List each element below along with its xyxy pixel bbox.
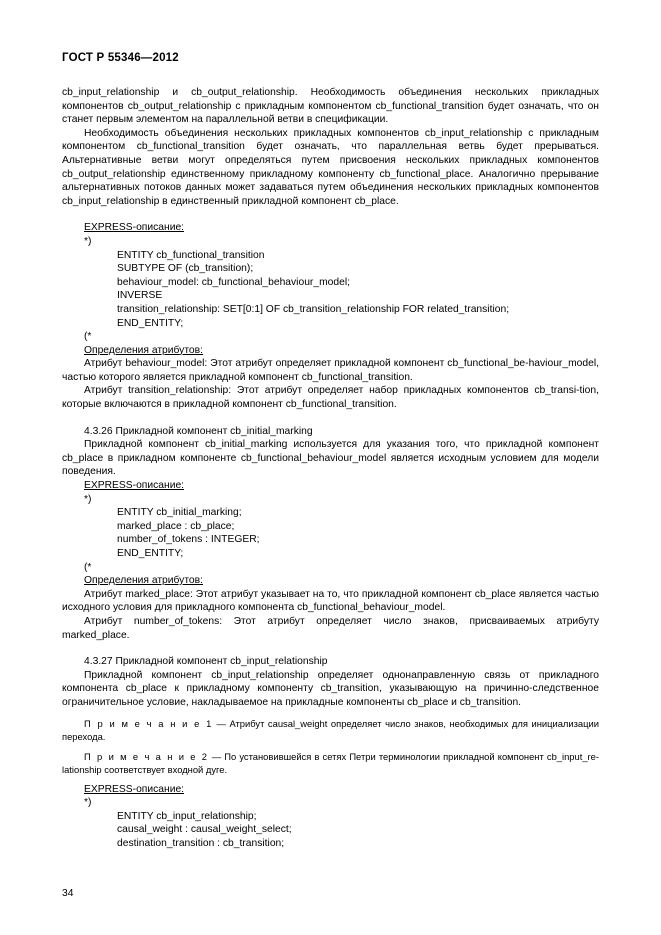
note-2 xyxy=(62,750,599,776)
express-close-marker-1: (* xyxy=(84,331,92,343)
code-line: ENTITY cb_functional_transition xyxy=(117,249,265,261)
page-number: 34 xyxy=(62,888,74,899)
express-label-3: EXPRESS-описание: xyxy=(84,783,185,795)
express-open-marker-1: *) xyxy=(84,235,92,247)
paragraph-7: Атрибут number_of_tokens: Этот атрибут определяет число знаков, присваиваемых атрибуту marked_place. xyxy=(62,615,599,641)
paragraph-3: Атрибут behaviour_model: Этот атрибут определяет прикладной компонент cb_functional_be-haviour_model, частью которого является прикладной компонент cb_functional_transition. xyxy=(62,358,599,383)
code-line: SUBTYPE OF (cb_transition); xyxy=(117,263,254,275)
code-line: END_ENTITY; xyxy=(117,548,184,559)
code-line: ENTITY cb_initial_marking; xyxy=(117,507,242,519)
code-line: marked_place : cb_place; xyxy=(117,520,235,532)
page-header: ГОСТ Р 55346—2012 xyxy=(62,52,179,64)
section-heading-4-3-26: 4.3.26 Прикладной компонент cb_initial_marking xyxy=(84,425,313,437)
express-open-marker-2: *) xyxy=(84,493,92,505)
paragraph-4: Атрибут transition_relationship: Этот атрибут определяет набор прикладных компонентов cb_transi-tion, которые включаются в прикладной компонент cb_functional_transition. xyxy=(62,385,599,411)
section-heading-4-3-27: 4.3.27 Прикладной компонент cb_input_relationship xyxy=(84,656,328,668)
paragraph-1: cb_input_relationship и cb_output_relationship. Необходимость объединения нескольких прикладных компонентов cb_output_relationship с прикладным компонентом cb_functional_transition будет означать, что он станет первым элементом на параллельной ветви в спецификации. xyxy=(62,87,599,126)
express-open-marker-3: *) xyxy=(84,797,92,809)
paragraph-6: Атрибут marked_place: Этот атрибут указывает на то, что прикладной компонент cb_place является частью исходного условия для прикладного компонента cb_functional_behaviour_model. xyxy=(62,588,599,614)
code-line: causal_weight : causal_weight_select; xyxy=(117,824,292,836)
express-label-1: EXPRESS-описание: xyxy=(84,222,185,234)
document-body xyxy=(62,86,599,851)
code-line: INVERSE xyxy=(117,290,163,302)
attribute-definitions-label-2: Определения атрибутов: xyxy=(84,575,203,587)
paragraph-2: Необходимость объединения нескольких прикладных компонентов cb_input_relationship с прикладным компонентом cb_functional_transition будет означать, что параллельная ветвь будет прерываться. Альтернативные ветви могут определяться путем присвоения нескольких прикладных компонентов cb_output_relationship единственному прикладному компоненту cb_functional_place. Аналогично прерывание альтернативных потоков данных может задаваться путем объединения нескольких прикладных компонентов cb_input_relationship в единственный прикладной компонент cb_place. xyxy=(62,127,599,207)
note-2-text: — По установившейся в сетях Петри терминологии прикладной компонент cb_input_re-lationship соответствует входной дуге. xyxy=(62,750,600,775)
note-1-text: — Атрибут causal_weight определяет число знаков, необходимых для инициализации перехода. xyxy=(62,717,599,742)
express-close-marker-2: (* xyxy=(84,561,92,573)
code-line: behaviour_model: cb_functional_behaviour_model; xyxy=(117,276,350,288)
code-line: transition_relationship: SET[0:1] OF cb_transition_relationship FOR related_transition; xyxy=(117,303,510,315)
paragraph-8: Прикладной компонент cb_input_relationship определяет однонаправленную связь от прикладного компонента cb_place к прикладному компоненту cb_transition, указывающую на причинно-следственное ограничительное условие, накладываемое на прикладные компоненты cb_place и cb_transition. xyxy=(62,669,599,708)
paragraph-5: Прикладной компонент cb_initial_marking используется для указания того, что прикладной компонент cb_place в прикладном компоненте cb_functional_behaviour_model является исходным условием для модели поведения. xyxy=(62,439,599,478)
note-1 xyxy=(62,717,599,743)
code-line: END_ENTITY; xyxy=(117,317,184,329)
code-line: number_of_tokens : INTEGER; xyxy=(117,534,260,546)
note-1-label: П р и м е ч а н и е 1 xyxy=(84,717,213,729)
code-line: destination_transition : cb_transition; xyxy=(117,837,285,849)
code-line: ENTITY cb_input_relationship; xyxy=(117,810,257,822)
express-label-2: EXPRESS-описание: xyxy=(84,480,185,492)
note-2-label: П р и м е ч а н и е 2 xyxy=(84,750,209,762)
attribute-definitions-label-1: Определения атрибутов: xyxy=(84,344,203,356)
